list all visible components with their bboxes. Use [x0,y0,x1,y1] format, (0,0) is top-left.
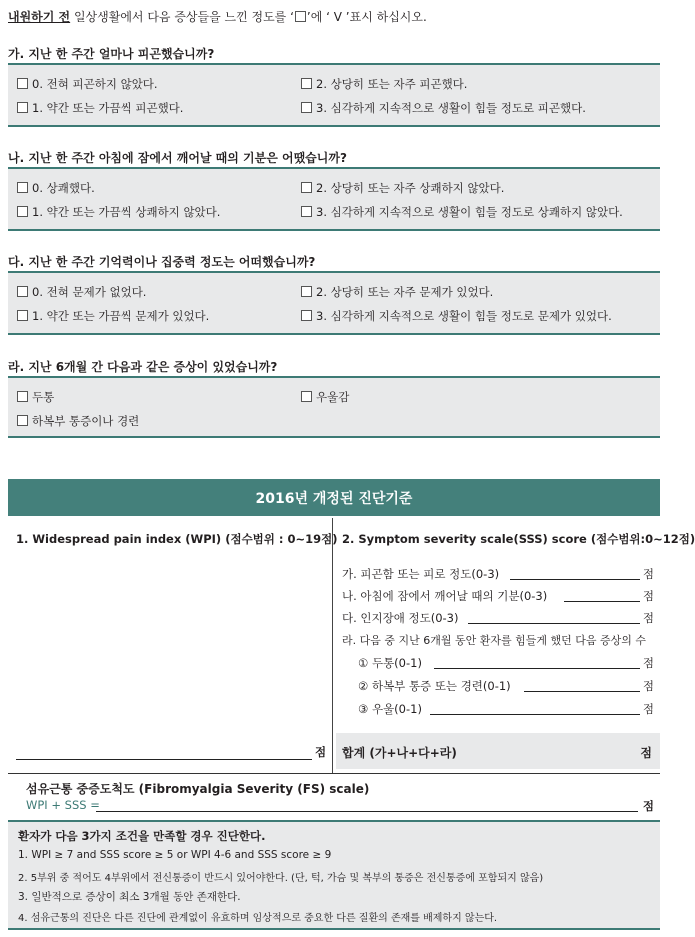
section-divider [8,773,660,774]
checkbox-icon[interactable] [17,391,28,402]
sss-item-label: 다. 인지장애 정도(0-3) [342,611,459,625]
option-label: 3. 심각하게 지속적으로 생활이 힘들 정도로 상쾌하지 않았다. [316,205,623,219]
checkbox-icon[interactable] [17,182,28,193]
option-checkbox[interactable] [301,389,349,405]
question-title: 라. 지난 6개월 간 다음과 같은 증상이 있었습니까? [8,360,278,374]
diagnosis-item: 1. WPI ≥ 7 and SSS score ≥ 5 or WPI 4-6 and SSS score ≥ 9 [18,849,332,861]
option-checkbox[interactable] [17,100,183,116]
option-label: 1. 약간 또는 가끔씩 피곤했다. [32,101,184,115]
sss-item-row[interactable] [342,610,654,626]
sss-item-label: 가. 피곤함 또는 피로 정도(0-3) [342,567,500,581]
sss-subitem-row[interactable] [358,701,654,717]
checkbox-icon [295,11,306,22]
checkbox-icon[interactable] [301,182,312,193]
option-checkbox[interactable] [17,284,146,300]
option-label: 1. 약간 또는 가끔씩 문제가 있었다. [32,309,210,323]
wpi-range: (점수범위 : 0~19점) [225,532,338,546]
sss-total-box [336,733,660,769]
option-label: 2. 상당히 또는 자주 상쾌하지 않았다. [316,181,505,195]
diagnosis-box [8,820,660,930]
sss-item-label: 나. 아침에 잠에서 깨어날 때의 기분(0-3) [342,589,548,603]
sss-item-unit: 점 [642,611,654,625]
wpi-unit: 점 [315,745,327,759]
sss-subitem-unit: 점 [642,679,654,693]
diagnosis-title: 환자가 다음 3가지 조건을 만족할 경우 진단한다. [18,829,266,843]
wpi-title [16,531,338,547]
sss-item-unit: 점 [642,589,654,603]
option-label: 2. 상당히 또는 자주 문제가 있었다. [316,285,494,299]
sss-subitem-unit: 점 [642,702,654,716]
options-box [8,167,660,231]
sss-item-ra: 라. 다음 중 지난 6개월 동안 환자를 힘들게 했던 다음 증상의 수 [342,634,646,647]
diagnosis-item: 2. 5부위 중 적어도 4부위에서 전신통증이 반드시 있어야한다. (단, 턱, 가슴 및 복부의 통증은 전신통증에 포함되지 않음) [18,873,544,884]
sss-range: (점수범위:0~12점) [590,532,695,546]
checkbox-icon[interactable] [17,310,28,321]
option-label: 우울감 [316,390,350,404]
option-checkbox[interactable] [301,284,493,300]
sss-subitem-label: ① 두통(0-1) [358,656,422,670]
sss-title [342,531,695,547]
question-title: 나. 지난 한 주간 아침에 잠에서 깨어날 때의 기분은 어땠습니까? [8,151,347,165]
sss-item-row[interactable] [342,588,654,604]
checkbox-icon[interactable] [17,415,28,426]
sss-total-label: 합계 (가+나+다+라) [342,746,457,760]
option-checkbox[interactable] [17,180,95,196]
checkbox-icon[interactable] [17,286,28,297]
option-checkbox[interactable] [301,76,467,92]
intro-prefix: 내원하기 전 [8,10,71,24]
option-label: 0. 전혀 문제가 없었다. [32,285,147,299]
option-label: 0. 상쾌했다. [32,181,95,195]
option-checkbox[interactable] [301,308,612,324]
option-checkbox[interactable] [17,389,54,405]
sss-subitem-row[interactable] [358,655,654,671]
option-checkbox[interactable] [17,204,220,220]
criteria-banner: 2016년 개정된 진단기준 [8,479,660,516]
fs-title: 섬유근통 중증도척도 (Fibromyalgia Severity (FS) scale) [26,782,370,796]
score-blank[interactable] [564,601,640,602]
diagnosis-item: 4. 섬유근통의 진단은 다른 진단에 관계없이 유효하며 임상적으로 중요한 다른 질환의 존재를 배제하지 않는다. [18,913,498,924]
options-box [8,271,660,335]
intro-text: 일상생활에서 다음 증상들을 느낀 정도를 ‘ [70,10,294,24]
wpi-title-text: 1. Widespread pain index (WPI) [16,532,226,546]
option-label: 3. 심각하게 지속적으로 생활이 힘들 정도로 피곤했다. [316,101,586,115]
score-blank[interactable] [430,714,640,715]
checkbox-icon[interactable] [301,206,312,217]
score-blank[interactable] [524,691,640,692]
option-checkbox[interactable] [17,413,139,429]
sss-subitem-label: ② 하복부 통증 또는 경련(0-1) [358,679,511,693]
checkbox-icon[interactable] [17,206,28,217]
intro-instruction [8,8,427,25]
option-checkbox[interactable] [17,76,158,92]
fs-formula: WPI + SSS = [26,798,100,812]
question-title: 가. 지난 한 주간 얼마나 피곤했습니까? [8,47,215,61]
sss-title-text: 2. Symptom severity scale(SSS) score [342,532,591,546]
checkbox-icon[interactable] [17,102,28,113]
checkbox-icon[interactable] [301,310,312,321]
score-blank[interactable] [510,579,640,580]
option-checkbox[interactable] [301,204,623,220]
sss-subitem-row[interactable] [358,678,654,694]
checkbox-icon[interactable] [301,78,312,89]
wpi-score-field[interactable] [16,744,326,760]
option-checkbox[interactable] [301,100,586,116]
checkbox-icon[interactable] [301,286,312,297]
option-checkbox[interactable] [17,308,209,324]
intro-suffix: ’에 ‘ V ’표시 하십시오. [306,10,427,24]
option-label: 2. 상당히 또는 자주 피곤했다. [316,77,468,91]
fs-score-blank[interactable] [96,811,638,812]
wpi-score-blank[interactable] [16,759,312,760]
sss-item-row[interactable] [342,566,654,582]
score-blank[interactable] [434,668,640,669]
checkbox-icon[interactable] [301,102,312,113]
option-label: 1. 약간 또는 가끔씩 상쾌하지 않았다. [32,205,221,219]
sss-subitem-label: ③ 우울(0-1) [358,702,422,716]
checkbox-icon[interactable] [301,391,312,402]
sss-total-unit: 점 [640,746,652,760]
options-box [8,63,660,127]
option-label: 0. 전혀 피곤하지 않았다. [32,77,158,91]
diagnosis-item: 3. 일반적으로 증상이 최소 3개월 동안 존재한다. [18,891,241,903]
fs-unit: 점 [642,799,654,813]
sss-item-unit: 점 [642,567,654,581]
score-blank[interactable] [468,623,640,624]
column-divider [332,518,333,773]
options-box [8,376,660,438]
checkbox-icon[interactable] [17,78,28,89]
option-label: 3. 심각하게 지속적으로 생활이 힘들 정도로 문제가 있었다. [316,309,612,323]
option-checkbox[interactable] [301,180,504,196]
question-title: 다. 지난 한 주간 기억력이나 집중력 정도는 어떠했습니까? [8,255,316,269]
sss-subitem-unit: 점 [642,656,654,670]
option-label: 두통 [32,390,55,404]
fs-formula-row[interactable] [26,798,654,812]
option-label: 하복부 통증이나 경련 [32,414,140,428]
